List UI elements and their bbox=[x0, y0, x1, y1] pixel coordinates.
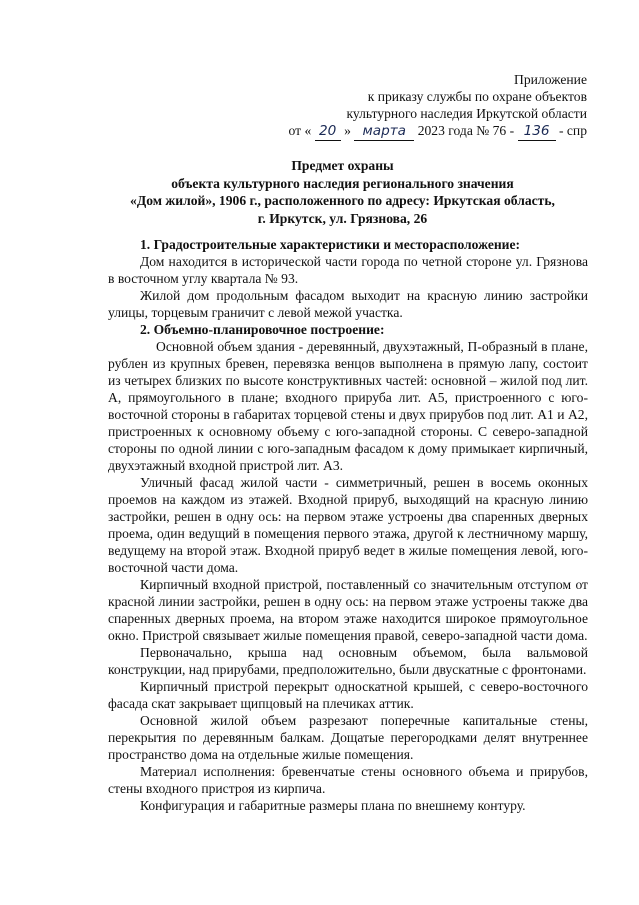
paragraph-street-facade: Уличный фасад жилой части - симметричный, решен в восемь оконных проемов на каждом из этажей. Входной прируб, выходящий на красную линию застройки, решен в одну ось: на первом этаже устроены два спаренных дверных проема, один ведущий в помещения первого этажа, другой к лестничному маршу, ведущему на второй этаж. Входной прируб ведет в жилые помещения левой, юго-восточной части дома. bbox=[108, 475, 588, 575]
document-body bbox=[108, 236, 588, 814]
section-1-heading: 1. Градостроительные характеристики и месторасположение: bbox=[140, 237, 521, 252]
document-title bbox=[70, 157, 615, 227]
paragraph-roof-original: Первоначально, крыша над основным объемом, была вальмовой конструкции, над прирубами, предположительно, были двускатные с фронтонами. bbox=[108, 645, 588, 677]
paragraph-interior-walls: Основной жилой объем разрезают поперечные капитальные стены, перекрытия по деревянным балкам. Дощатые перегородками делят внутреннее пространство дома на отдельные жилые помещения. bbox=[108, 713, 588, 762]
date-mid: » bbox=[344, 123, 351, 138]
paragraph-main-volume: Основной объем здания - деревянный, двухэтажный, П-образный в плане, рублен из крупных бревен, перевязка венцов выполнена в прямую лапу, состоит из четырех близких по высоте конструктивных частей: основной – жилой под лит. А, прямоугольного в плане; входного прируба лит. А5, пристроенного с юго-восточной стороны в габаритах торцевой стены и двух прирубов под лит. А1 и А2, пристроенных к основному объему с юго-западной стороны. С северо-западной стороны по одной линии с юго-западным фасадом к дому примыкает кирпичный, двухэтажный входной пристрой лит. А3. bbox=[108, 339, 588, 473]
header-date-line bbox=[289, 122, 588, 141]
section-2-heading: 2. Объемно-планировочное построение: bbox=[140, 322, 385, 337]
paragraph-plan-config: Конфигурация и габаритные размеры плана по внешнему контуру. bbox=[140, 798, 526, 813]
title-line-3: «Дом жилой», 1906 г., расположенного по адресу: Иркутская область, bbox=[130, 193, 555, 208]
date-suffix: - спр bbox=[558, 123, 587, 138]
paragraph-brick-annex: Кирпичный входной пристрой, поставленный со значительным отступом от красной линии застройки, решен в одну ось: на первом этаже устроены также два спаренных дверных проема, на втором этаже находится широкое прямоугольное окно. Пристрой связывает жилые помещения правой, северо-западной части дома. bbox=[108, 577, 588, 643]
paragraph-facade-line: Жилой дом продольным фасадом выходит на красную линию застройки улицы, торцевым граничит с левой межой участка. bbox=[108, 288, 588, 320]
title-line-1: Предмет охраны bbox=[291, 158, 394, 173]
header-agency-line: культурного наследия Иркутской области bbox=[346, 106, 587, 121]
paragraph-annex-roof: Кирпичный пристрой перекрыт односкатной крышей, с северо-восточного фасада скат закрывает щипцовый на плечиках аттик. bbox=[108, 679, 588, 711]
title-line-4: г. Иркутск, ул. Грязнова, 26 bbox=[257, 210, 428, 226]
paragraph-materials: Материал исполнения: бревенчатые стены основного объема и прирубов, стены входного пристроя из кирпича. bbox=[108, 764, 588, 796]
handwritten-month: марта bbox=[354, 123, 414, 141]
date-year: 2023 года № 76 - bbox=[417, 123, 515, 138]
handwritten-day: 20 bbox=[315, 123, 341, 141]
header-order-line: к приказу службы по охране объектов bbox=[367, 89, 587, 104]
header-appendix-label: Приложение bbox=[514, 72, 587, 87]
title-line-2: объекта культурного наследия регионального значения bbox=[171, 175, 514, 191]
handwritten-order-number: 136 bbox=[518, 123, 556, 141]
date-prefix: от « bbox=[288, 123, 312, 138]
paragraph-location: Дом находится в исторической части города по четной стороне ул. Грязнова в восточном углу квартала № 93. bbox=[108, 254, 588, 286]
